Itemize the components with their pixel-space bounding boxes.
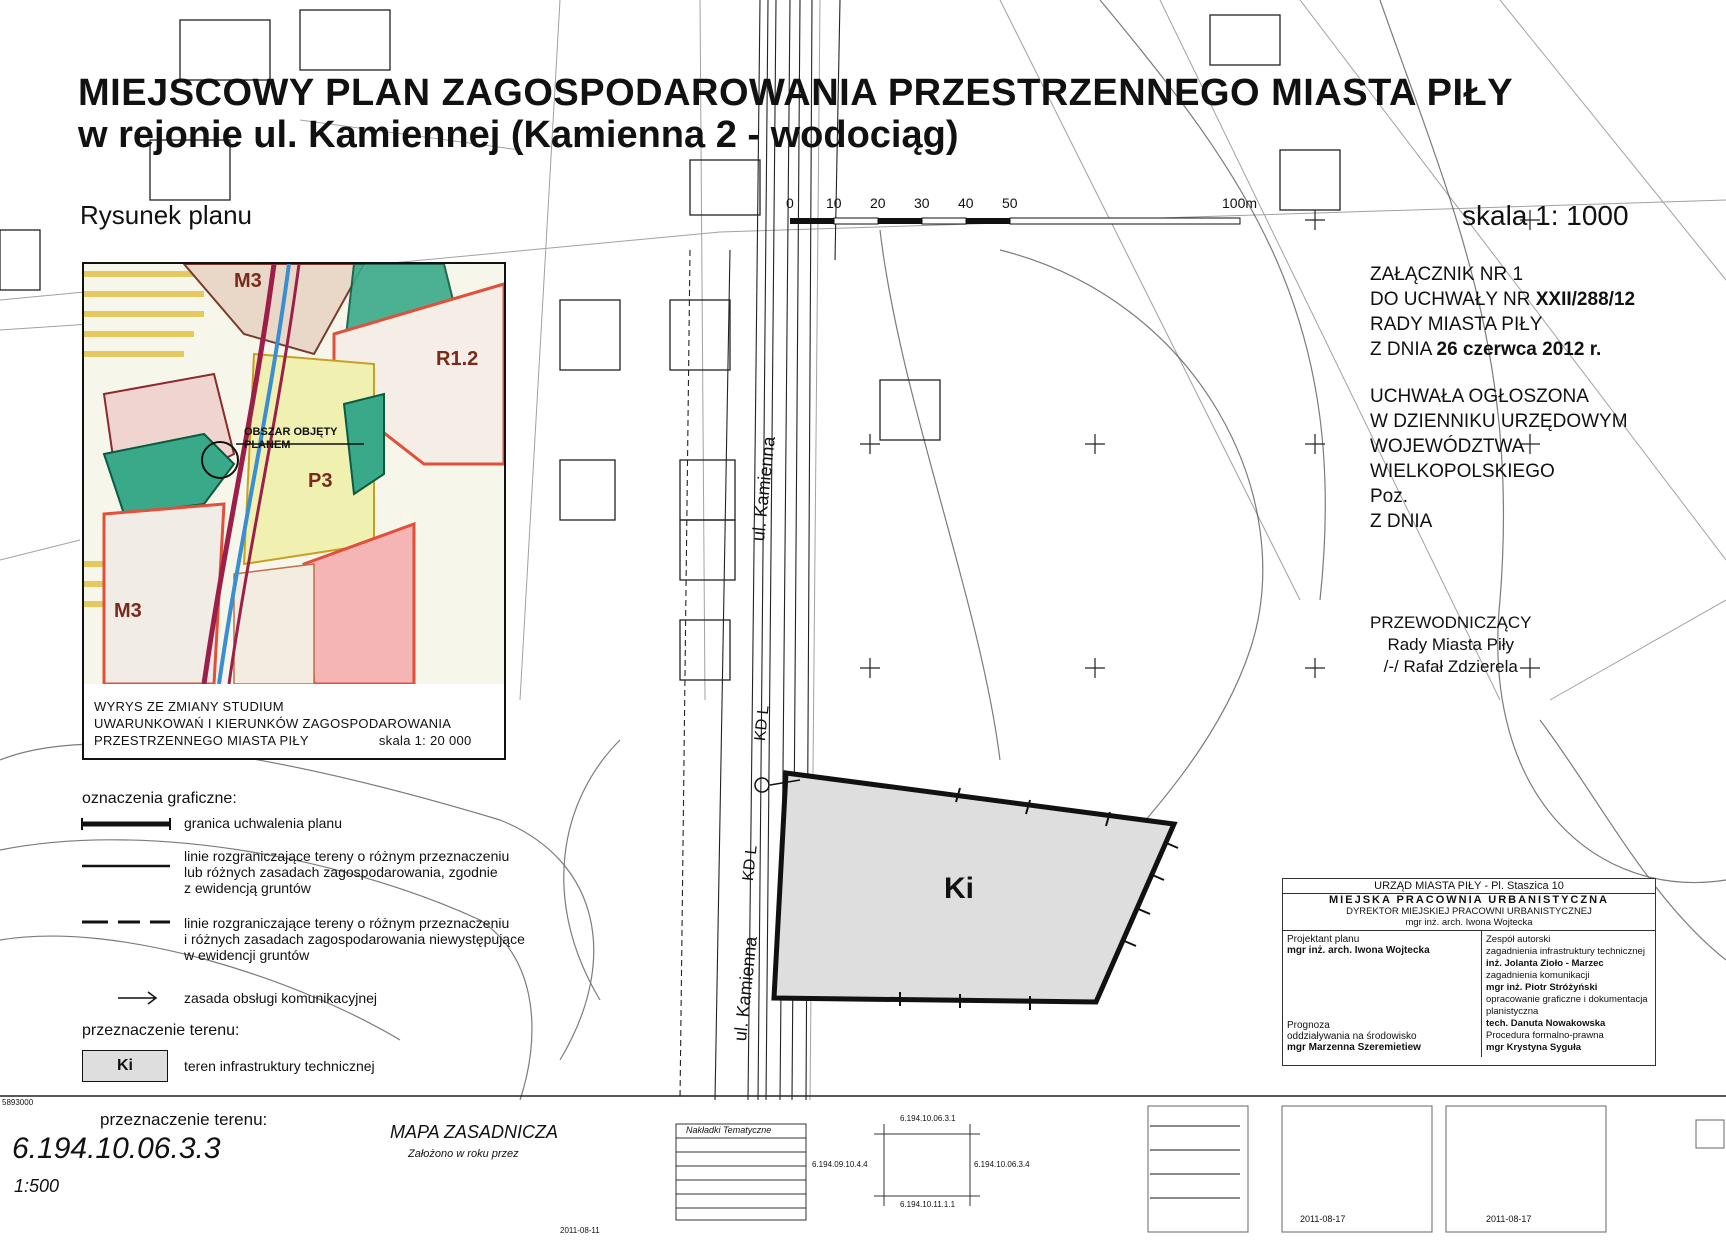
sheet-scale: 1:500 <box>14 1176 60 1196</box>
scalebar-label: 0 <box>786 195 794 211</box>
annex-line: DO UCHWAŁY NR XXII/288/12 <box>1370 289 1636 310</box>
base-map-subtitle: Założono w roku przez <box>408 1148 519 1160</box>
scalebar-label: 10 <box>826 195 842 211</box>
scalebar-label: 50 <box>1002 195 1018 211</box>
stamp-date: 2011-08-17 <box>1300 1214 1346 1224</box>
legend-item-3: linie rozgraniczające tereny o różnym przeznaczeniu i różnych zasadach zagospodarowania niewystępujące w ewidencji gruntów <box>184 915 525 963</box>
inset-label-m3-bottom: M3 <box>114 600 142 622</box>
base-map-title: MAPA ZASADNICZA <box>390 1122 559 1142</box>
overlay-table-header: Nakładki Tematyczne <box>686 1125 772 1135</box>
street-label-kamienna: ul. Kamienna <box>730 935 761 1043</box>
sheet-index-bottom: 6.194.10.11.1.1 <box>900 1200 956 1209</box>
authors-team: Zespół autorski zagadnienia infrastruktury technicznej inż. Jolanta Zioło - Marzec zagadnienia komunikacji mgr inż. Piotr Stróżyński opracowanie graficzne i dokumentacja planistyczna tech. Danuta Nowakowska Procedura formalno-prawna mgr Krystyna Syguła <box>1486 934 1648 1053</box>
director-title: DYREKTOR MIEJSKIEJ PRACOWNI URBANISTYCZNEJ <box>1346 906 1592 917</box>
ki-plot <box>774 773 1174 1002</box>
scalebar-label: 30 <box>914 195 930 211</box>
annex-line: ZAŁĄCZNIK NR 1 <box>1370 264 1524 285</box>
road-class-label: KD L <box>752 704 773 742</box>
legend-item-1: granica uchwalenia planu <box>184 815 342 831</box>
road-class-label: KD L <box>740 844 761 882</box>
sheet-number: 6.194.10.06.3.3 <box>12 1132 221 1165</box>
office-unit: MIEJSKA PRACOWNIA URBANISTYCZNA <box>1329 894 1609 906</box>
office-address: URZĄD MIASTA PIŁY - Pl. Staszica 10 <box>1283 879 1655 894</box>
scale-label: skala 1: 1000 <box>1462 200 1629 231</box>
purpose-code-swatch: Ki <box>82 1050 168 1082</box>
legend-item-2: linie rozgraniczające tereny o różnym przeznaczeniu lub różnych zasadach zagospodarowania, zgodnie z ewidencją gruntów <box>184 848 510 896</box>
scalebar-label: 40 <box>958 195 974 211</box>
designer-name: mgr inż. arch. Iwona Wojtecka <box>1287 945 1430 956</box>
study-inset-map <box>82 262 506 760</box>
plan-subtitle: w rejonie ul. Kamiennej (Kamienna 2 - wodociąg) <box>78 114 959 156</box>
annex-line: Z DNIA 26 czerwca 2012 r. <box>1370 339 1602 360</box>
side-coordinate: 5893000 <box>2 1098 34 1107</box>
forecast-block: Prognoza oddziaływania na środowisko mgr Marzenna Szeremietiew <box>1287 1020 1421 1053</box>
sheet-index-right: 6.194.10.06.3.4 <box>974 1160 1030 1169</box>
inset-caption: WYRYS ZE ZMIANY STUDIUM UWARUNKOWAŃ I KIERUNKÓW ZAGOSPODAROWANIA PRZESTRZENNEGO MIASTA PIŁY skala 1: 20 000 <box>94 699 472 748</box>
director-name: mgr inż. arch. Iwona Wojtecka <box>1283 917 1655 931</box>
purpose-description: teren infrastruktury technicznej <box>184 1058 375 1074</box>
annex-line: RADY MIASTA PIŁY <box>1370 314 1543 335</box>
drawing-label: Rysunek planu <box>80 200 252 230</box>
inset-label-m3-top: M3 <box>234 270 262 292</box>
stamp-date: 2011-08-17 <box>1486 1214 1532 1224</box>
legend-item-4: zasada obsługi komunikacyjnej <box>184 990 377 1006</box>
annex-block <box>1370 262 1635 362</box>
plan-title: MIEJSCOWY PLAN ZAGOSPODAROWANIA PRZESTRZENNEGO MIASTA PIŁY <box>78 72 1514 114</box>
purpose-heading: przeznaczenie terenu: <box>82 1022 240 1039</box>
office-stamp <box>1282 878 1656 1066</box>
drawing-date: 2011-08-11 <box>560 1226 600 1235</box>
inset-map-graphic <box>84 264 504 758</box>
inset-area-label: OBSZAR OBJĘTY PLANEM <box>244 426 338 451</box>
legend-heading: oznaczenia graficzne: <box>82 790 237 807</box>
designer-label: Projektant planu <box>1287 934 1360 945</box>
publication-block: UCHWAŁA OGŁOSZONA W DZIENNIKU URZĘDOWYM WOJEWÓDZTWA WIELKOPOLSKIEGO Poz. Z DNIA <box>1370 386 1628 532</box>
bottom-purpose-label: przeznaczenie terenu: <box>100 1110 268 1129</box>
inset-label-p3: P3 <box>308 470 333 492</box>
legend-symbols <box>78 812 178 1012</box>
inset-label-r12: R1.2 <box>436 348 479 370</box>
sheet-index-top: 6.194.10.06.3.1 <box>900 1114 956 1123</box>
street-label-kamienna: ul. Kamienna <box>748 435 779 543</box>
scalebar-label: 20 <box>870 195 886 211</box>
ki-area-label: Ki <box>944 872 974 905</box>
sheet-index-left: 6.194.09.10.4.4 <box>812 1160 868 1169</box>
chairman-block: PRZEWODNICZĄCY Rady Miasta Piły /-/ Rafał Zdzierela <box>1370 613 1532 676</box>
scalebar-label: 100m <box>1222 195 1258 211</box>
